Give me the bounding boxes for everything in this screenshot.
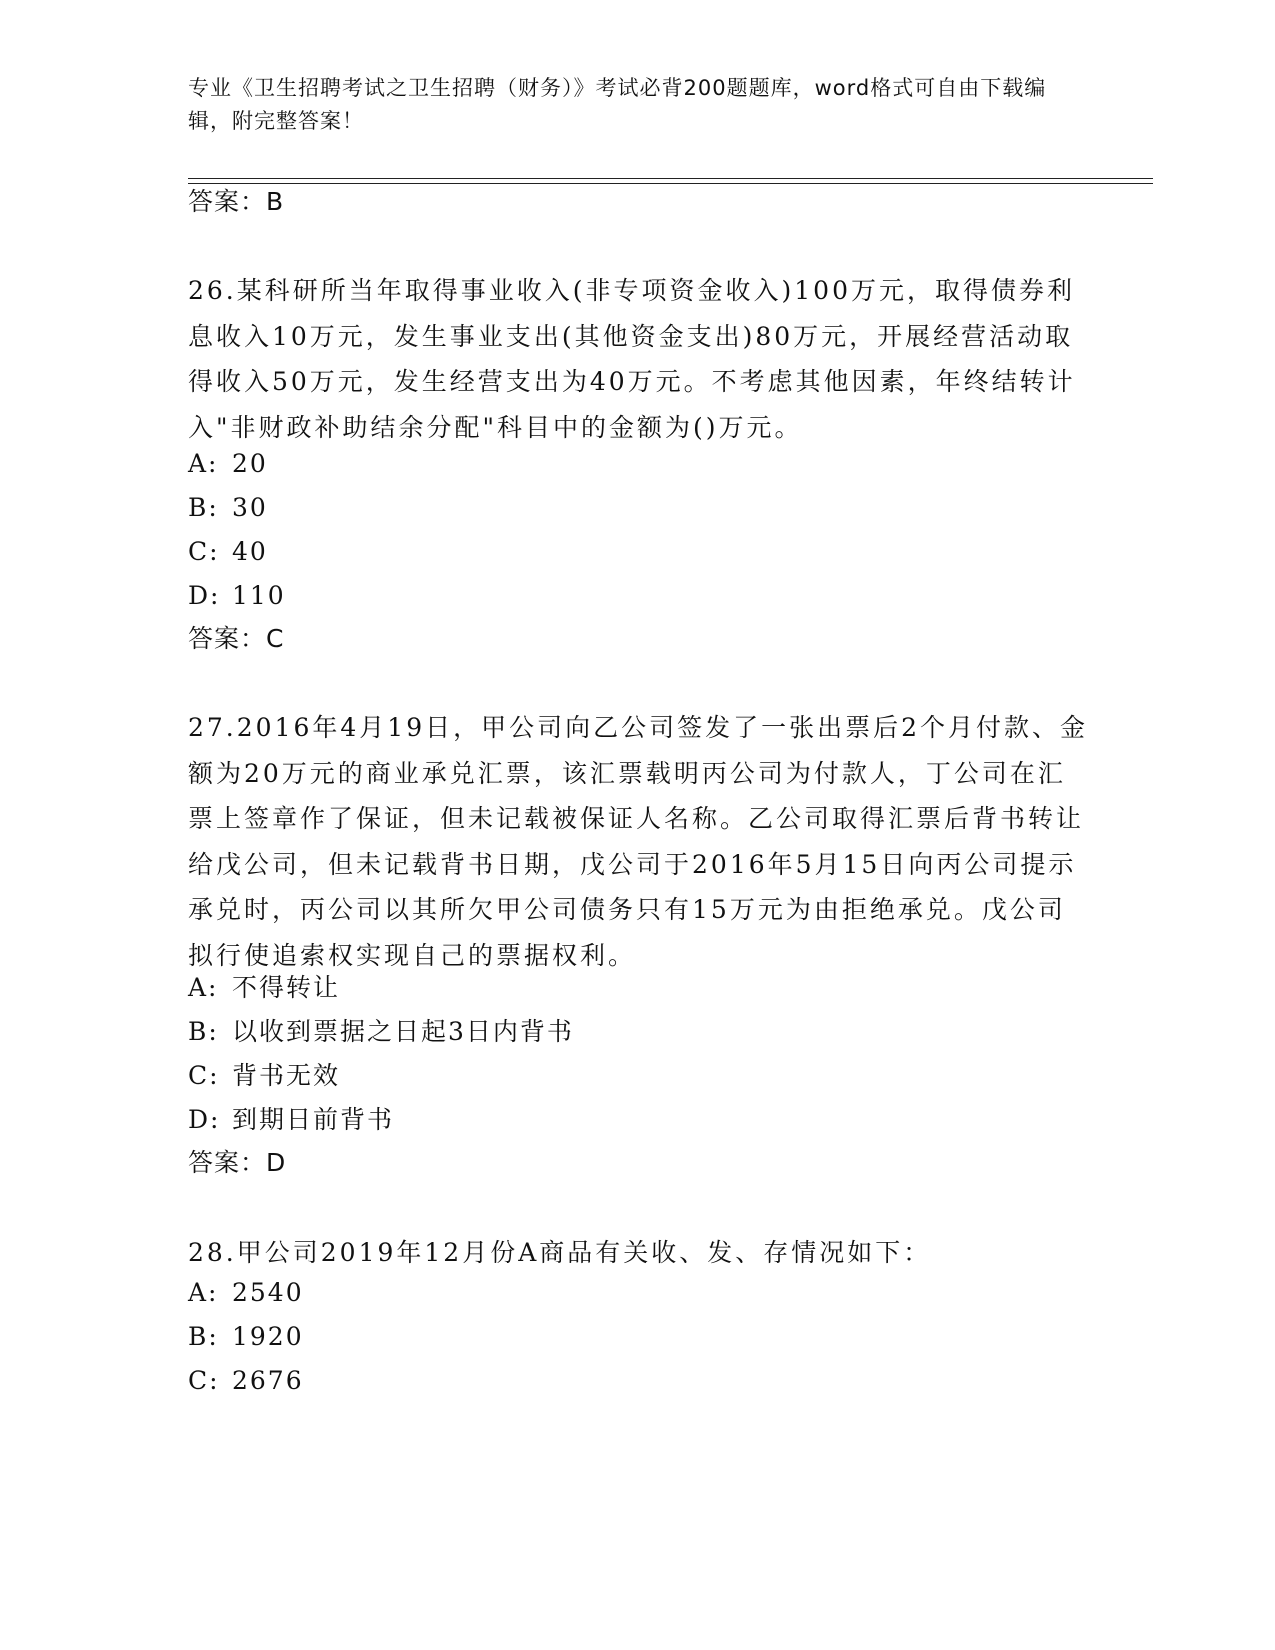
option-text: 以收到票据之日起3日内背书 bbox=[232, 1017, 574, 1046]
question-28-stem: 28.甲公司2019年12月份A商品有关收、发、存情况如下： bbox=[188, 1238, 932, 1267]
option-text: 不得转让 bbox=[232, 973, 341, 1002]
previous-answer: 答案：B bbox=[188, 187, 285, 216]
option-letter: A: bbox=[188, 1278, 219, 1307]
question-27-stem: 27.2016年4月19日，甲公司向乙公司签发了一张出票后2个月付款、金额为20万元的商业承兑汇票，该汇票载明丙公司为付款人，丁公司在汇票上签章作了保证，但未记载被保证人名称。乙公司取得汇票后背书转让给戊公司，但未记载背书日期，戊公司于2016年5月15日向丙公司提示承兑时，丙公司以其所欠甲公司债务只有15万元为由拒绝承兑。戊公司拟行使追索权实现自己的票据权利。 bbox=[188, 713, 1089, 970]
option-letter: C: bbox=[188, 537, 220, 566]
question-27-option-c bbox=[188, 1059, 340, 1093]
option-text: 40 bbox=[232, 537, 268, 566]
option-letter: C: bbox=[188, 1366, 220, 1395]
option-letter: D: bbox=[188, 581, 221, 610]
option-text: 20 bbox=[232, 449, 268, 478]
option-text: 110 bbox=[232, 581, 286, 610]
option-letter: B: bbox=[188, 493, 219, 522]
option-text: 背书无效 bbox=[232, 1061, 341, 1090]
option-text: 30 bbox=[232, 493, 268, 522]
question-28-option-a bbox=[188, 1276, 304, 1310]
option-text: 1920 bbox=[232, 1322, 304, 1351]
question-26-option-c bbox=[188, 535, 268, 569]
question-27-option-a bbox=[188, 971, 340, 1005]
header-divider-top bbox=[188, 178, 1153, 179]
option-letter: D: bbox=[188, 1105, 221, 1134]
option-letter: C: bbox=[188, 1061, 220, 1090]
option-letter: A: bbox=[188, 449, 219, 478]
question-26-option-d bbox=[188, 579, 286, 613]
option-letter: B: bbox=[188, 1322, 219, 1351]
question-28-option-c bbox=[188, 1364, 304, 1398]
question-26-option-b bbox=[188, 491, 268, 525]
question-28-option-b bbox=[188, 1320, 304, 1354]
question-27-option-b bbox=[188, 1015, 574, 1049]
question-27-answer: 答案：D bbox=[188, 1148, 287, 1177]
question-27-option-d bbox=[188, 1103, 394, 1137]
question-26-answer: 答案：C bbox=[188, 624, 285, 653]
document-header: 专业《卫生招聘考试之卫生招聘（财务）》考试必背200题题库，word格式可自由下载编辑，附完整答案！ bbox=[188, 76, 1047, 133]
question-26-stem: 26.某科研所当年取得事业收入(非专项资金收入)100万元，取得债券利息收入10万元，发生事业支出(其他资金支出)80万元，开展经营活动取得收入50万元，发生经营支出为40万元。不考虑其他因素，年终结转计入"非财政补助结余分配"科目中的金额为()万元。 bbox=[188, 276, 1076, 442]
option-letter: B: bbox=[188, 1017, 219, 1046]
header-divider-bottom bbox=[188, 183, 1153, 184]
option-text: 到期日前背书 bbox=[232, 1105, 395, 1134]
option-letter: A: bbox=[188, 973, 219, 1002]
option-text: 2540 bbox=[232, 1278, 304, 1307]
question-26-option-a bbox=[188, 447, 268, 481]
option-text: 2676 bbox=[232, 1366, 304, 1395]
